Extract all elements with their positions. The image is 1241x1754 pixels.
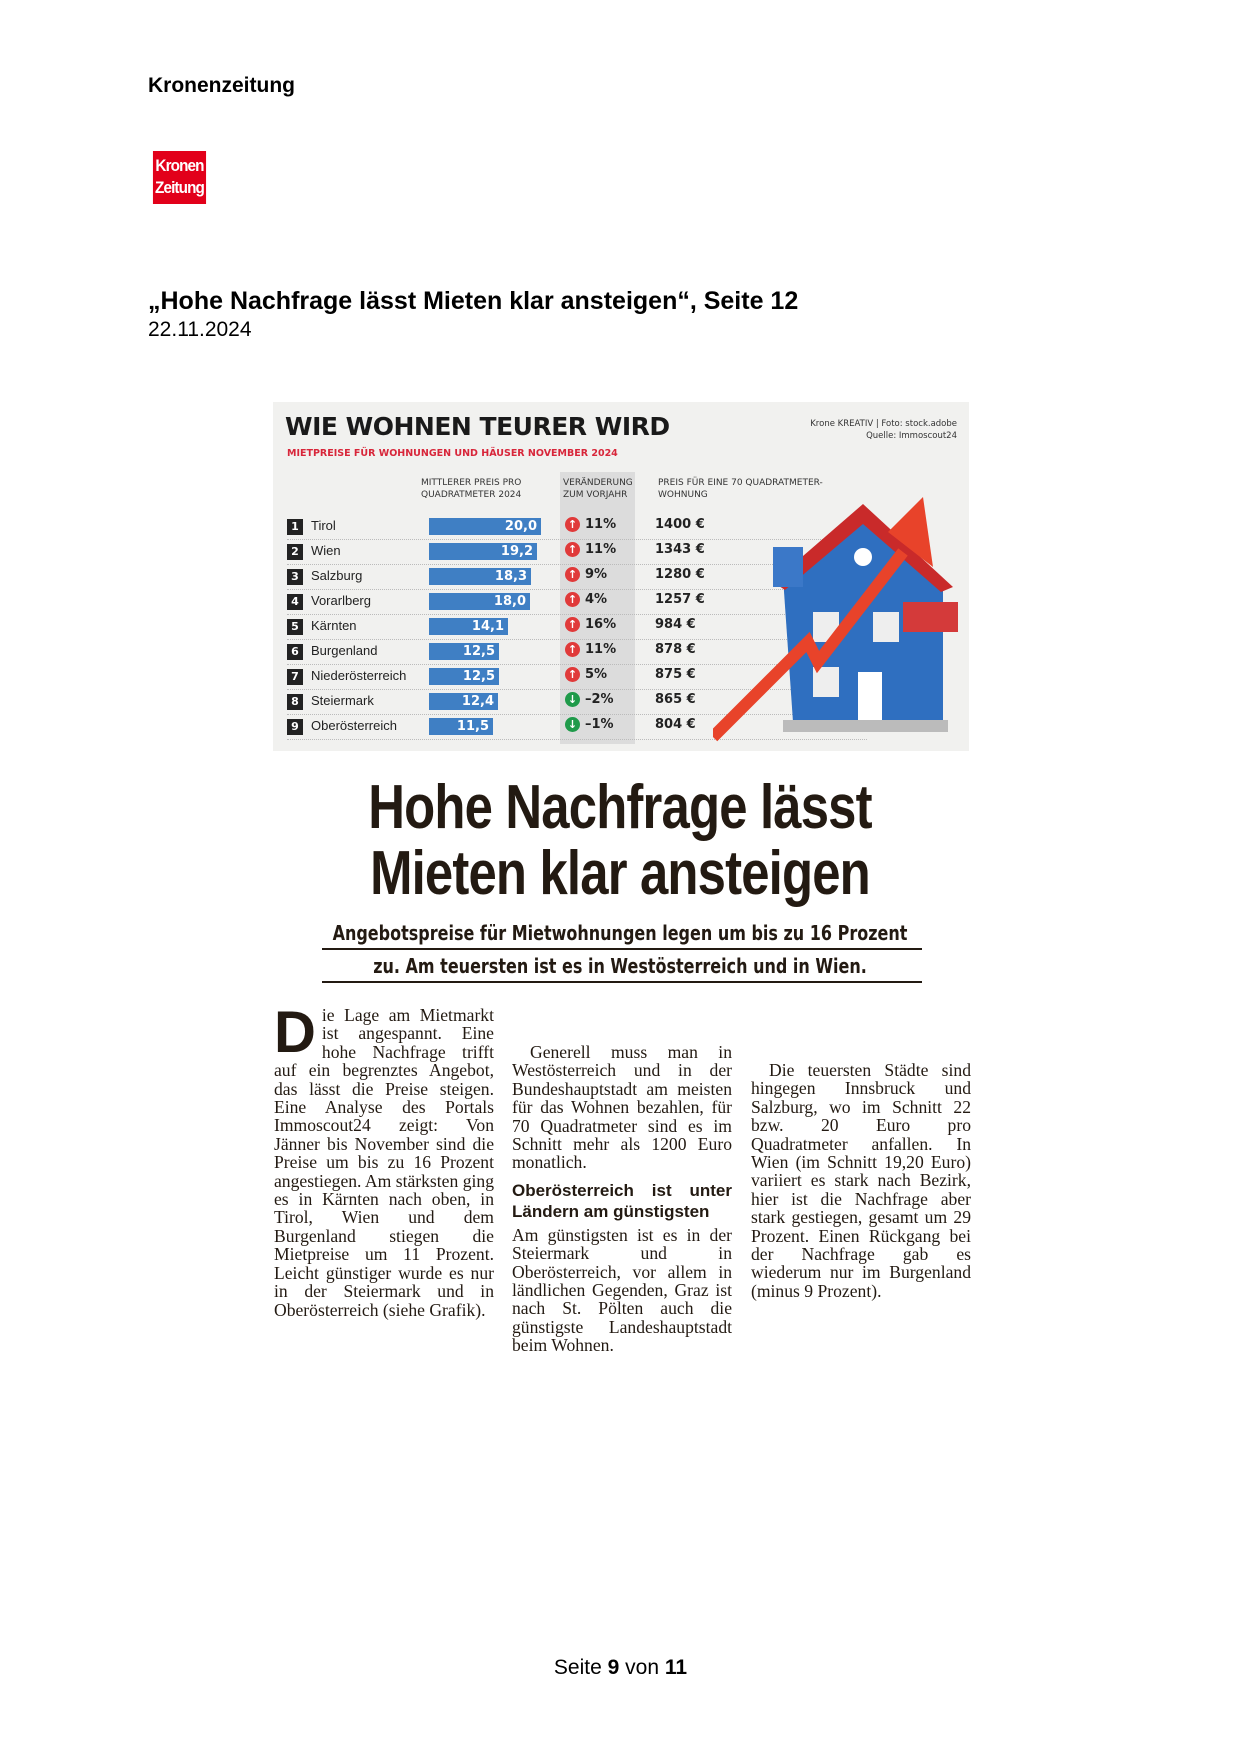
rank-badge: 2: [287, 544, 303, 560]
state-name: Salzburg: [311, 568, 363, 583]
change-value: [565, 567, 607, 582]
page-footer: [0, 1656, 1241, 1680]
change-value: [565, 667, 607, 682]
price-70sqm: 1280 €: [655, 567, 705, 582]
state-name: Burgenland: [311, 643, 378, 658]
price-70sqm: 804 €: [655, 717, 696, 732]
change-text: 4%: [585, 592, 608, 607]
house-with-rising-arrow-illustration: [713, 492, 963, 742]
price-70sqm: 875 €: [655, 667, 696, 682]
change-text: 9%: [585, 567, 608, 582]
price-70sqm: 984 €: [655, 617, 696, 632]
arrow-up-icon: ↑: [565, 667, 580, 682]
price-bar: 18,0: [429, 593, 530, 610]
rent-infographic: [273, 402, 969, 751]
rank-badge: 1: [287, 519, 303, 535]
price-bar: 19,2: [429, 543, 537, 560]
rank-badge: 7: [287, 669, 303, 685]
infographic-subtitle: MIETPREISE FÜR WOHNUNGEN UND HÄUSER NOVEMBER 2024: [287, 448, 618, 459]
arrow-up-icon: ↑: [565, 642, 580, 657]
article-title: „Hohe Nachfrage lässt Mieten klar ansteigen“, Seite 12: [148, 287, 799, 315]
divider: [322, 981, 922, 983]
price-bar: 11,5: [429, 718, 493, 735]
paragraph-3: Am günstigsten ist es in der Steiermark und in Oberösterreich, vor allem in ländlichen Gegenden, Graz ist nach St. Pölten auch die günstigste Landeshauptstadt beim Wohnen.: [512, 1224, 732, 1356]
headline: [358, 775, 883, 907]
divider: [322, 948, 922, 950]
price-bar: 14,1: [429, 618, 508, 635]
arrow-down-icon: ↓: [565, 692, 580, 707]
kronen-zeitung-logo: Kronen Zeitung: [153, 151, 206, 204]
change-text: 16%: [585, 617, 617, 632]
state-name: Steiermark: [311, 693, 374, 708]
state-name: Wien: [311, 543, 341, 558]
price-bar: 18,3: [429, 568, 531, 585]
footer-of: von: [625, 1656, 660, 1679]
change-value: [565, 517, 616, 532]
change-text: –1%: [585, 717, 614, 732]
headline-line-2: Mieten klar ansteigen: [370, 839, 870, 908]
change-value: [565, 717, 614, 732]
price-bar: 20,0: [429, 518, 541, 535]
price-bar: 12,4: [429, 693, 498, 710]
state-name: Vorarlberg: [311, 593, 371, 608]
subheadline-line-1: Angebotspreise für Mietwohnungen legen um bis zu 16 Prozent: [332, 921, 908, 945]
price-70sqm: 1257 €: [655, 592, 705, 607]
paragraph-4: Die teuersten Städte sind hingegen Innsbruck und Salzburg, wo im Schnitt 22 bzw. 20 Euro pro Quadratmeter anfallen. In Wien (im Schnitt 19,20 Euro) variiert es stark nach Bezirk, hier ist die Nachfrage aber stark gestiegen, gesamt um 29 Prozent. Einen Rückgang bei der Nachfrage gab es wiederum nur im Burgenland (minus 9 Prozent).: [751, 1060, 971, 1301]
change-value: [565, 642, 616, 657]
intertitle: Oberösterreich ist unter Ländern am günstigsten: [512, 1180, 732, 1221]
change-value: [565, 692, 614, 707]
arrow-up-icon: ↑: [565, 617, 580, 632]
price-70sqm: 1343 €: [655, 542, 705, 557]
price-70sqm: 865 €: [655, 692, 696, 707]
arrow-up-icon: ↑: [565, 592, 580, 607]
column-header-change: VERÄNDERUNG ZUM VORJAHR: [563, 478, 633, 500]
arrow-down-icon: ↓: [565, 717, 580, 732]
arrow-up-icon: ↑: [565, 542, 580, 557]
article-column-3: [751, 1061, 971, 1300]
rank-badge: 6: [287, 644, 303, 660]
paragraph-2: Generell muss man in Westösterreich und in der Bundeshauptstadt am meisten für das Wohnen bezahlen, für 70 Quadratmeter sind es im Schnitt mehr als 1200 Euro monatlich.: [512, 1042, 732, 1173]
change-value: [565, 592, 607, 607]
paragraph-1: ie Lage am Mietmarkt ist angespannt. Eine hohe Nachfrage trifft auf ein begrenztes Angebot, das lässt die Preise steigen. Eine Analyse des Portals Immoscout24 zeigt: Von Jänner bis November sind die Preise um bis zu 16 Prozent angestiegen. Am stärksten ging es in Kärnten nach oben, in Tirol, Wien und dem Burgenland stiegen die Mietpreise um 11 Prozent. Leicht günstiger wurde es nur in der Steiermark und in Oberösterreich (siehe Grafik).: [274, 1005, 494, 1320]
drop-cap: D: [274, 1000, 316, 1065]
price-bar: 12,5: [429, 668, 499, 685]
price-70sqm: 1400 €: [655, 517, 705, 532]
change-text: 11%: [585, 642, 617, 657]
arrow-up-icon: ↑: [565, 517, 580, 532]
article-date: 22.11.2024: [148, 318, 252, 341]
change-text: 5%: [585, 667, 608, 682]
price-bar: 12,5: [429, 643, 499, 660]
headline-line-1: Hohe Nachfrage lässt: [368, 773, 872, 842]
publication-name: Kronenzeitung: [148, 74, 295, 97]
change-text: 11%: [585, 517, 617, 532]
rank-badge: 5: [287, 619, 303, 635]
rank-badge: 8: [287, 694, 303, 710]
rank-badge: 4: [287, 594, 303, 610]
rank-badge: 3: [287, 569, 303, 585]
subheadline-line-2: zu. Am teuersten ist es in Westösterreich und in Wien.: [373, 954, 867, 978]
state-name: Niederösterreich: [311, 668, 407, 683]
footer-label: Seite: [553, 1656, 602, 1679]
total-pages: 11: [664, 1656, 688, 1679]
state-name: Kärnten: [311, 618, 357, 633]
current-page: 9: [607, 1656, 620, 1679]
state-name: Oberösterreich: [311, 718, 397, 733]
article-column-1: [274, 1000, 494, 1320]
state-name: Tirol: [311, 518, 336, 533]
price-70sqm: 878 €: [655, 642, 696, 657]
infographic-credits: [810, 418, 957, 442]
arrow-up-icon: ↑: [565, 567, 580, 582]
column-header-price-sqm: MITTLERER PREIS PRO QUADRATMETER 2024: [421, 478, 522, 500]
change-value: [565, 542, 616, 557]
credit-photo: Krone KREATIV | Foto: stock.adobe: [810, 419, 957, 429]
change-text: 11%: [585, 542, 617, 557]
infographic-title: WIE WOHNEN TEURER WIRD: [285, 412, 670, 441]
column-header-price-70: PREIS FÜR EINE 70 QUADRATMETER-WOHNUNG: [658, 478, 823, 500]
credit-source: Quelle: Immoscout24: [866, 431, 957, 441]
article-column-2: [512, 1006, 732, 1355]
rank-badge: 9: [287, 719, 303, 735]
change-value: [565, 617, 616, 632]
change-text: –2%: [585, 692, 614, 707]
